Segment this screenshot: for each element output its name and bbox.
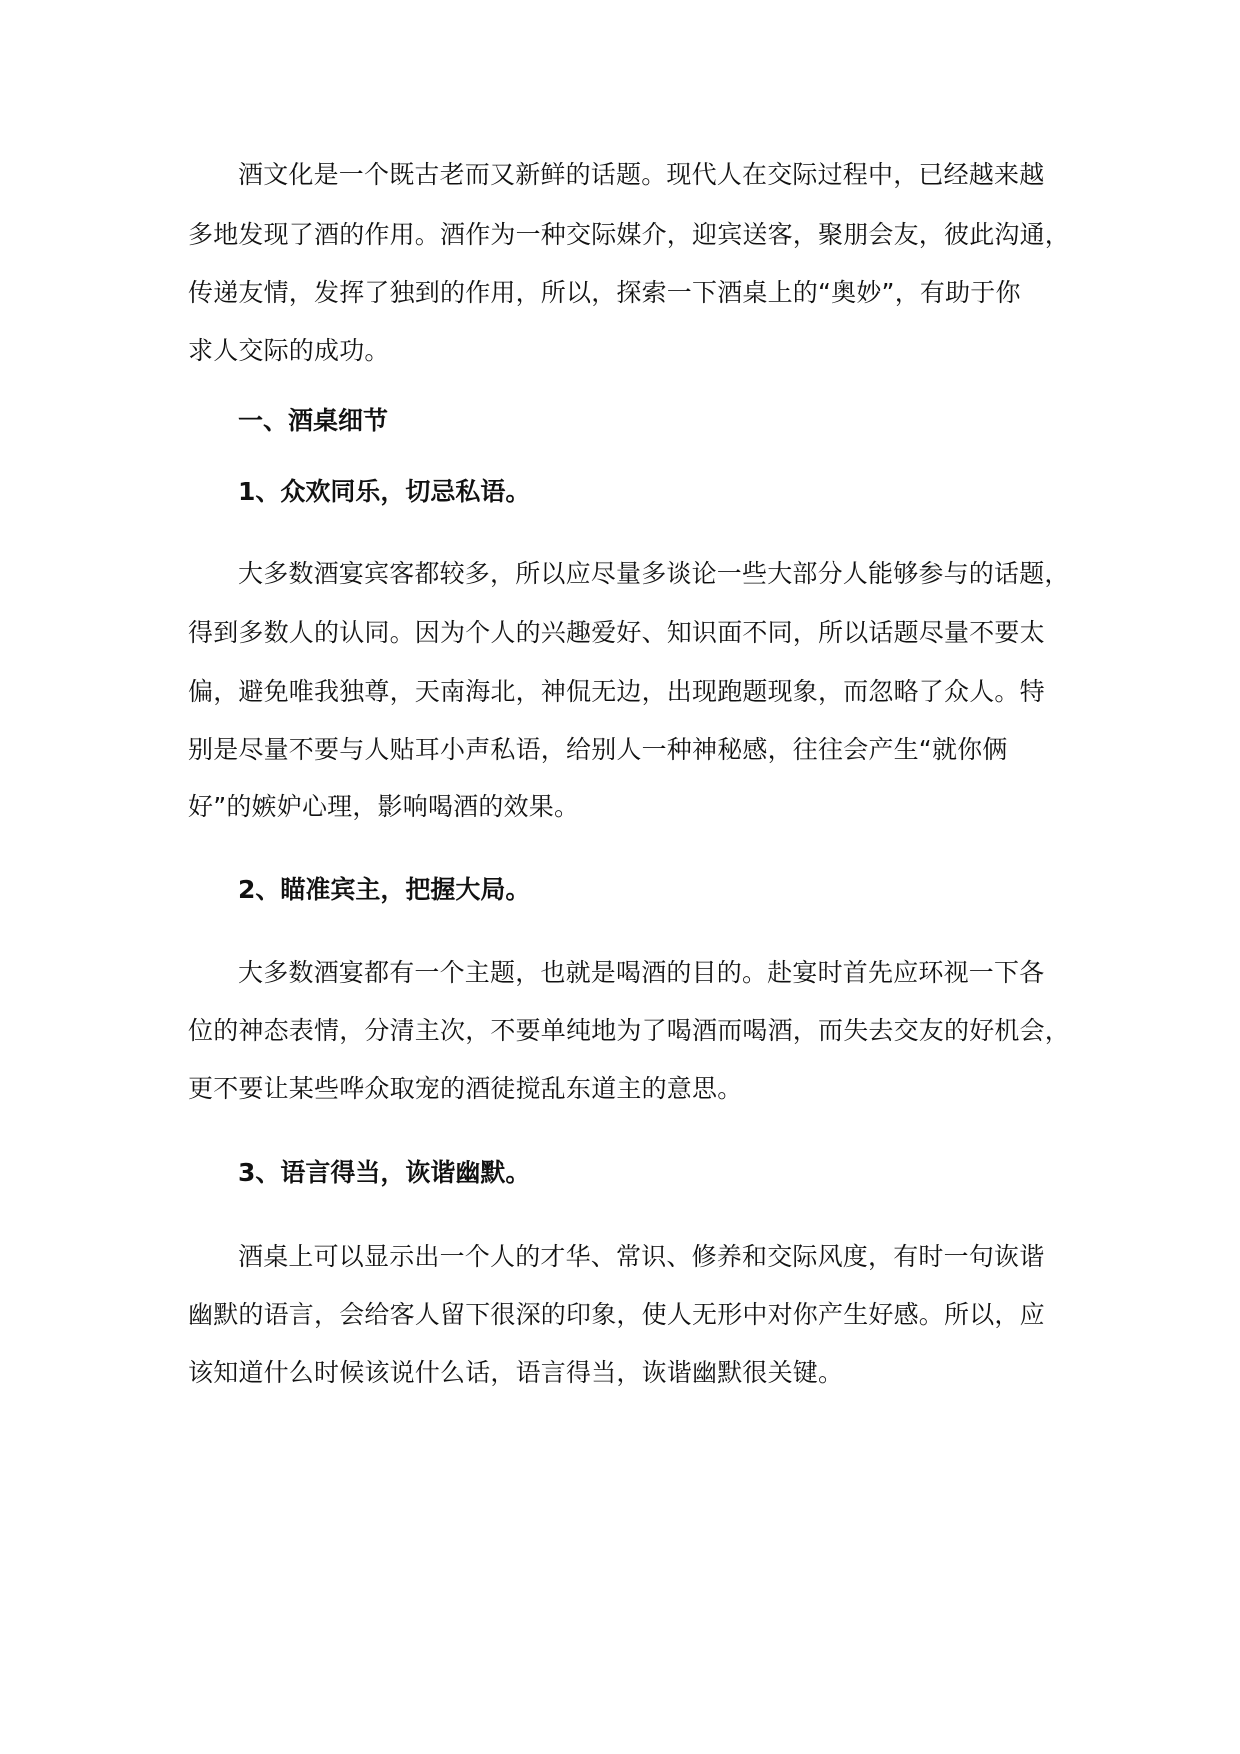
paragraph-line: 大多数酒宴宾客都较多，所以应尽量多谈论一些大部分人能够参与的话题， (238, 559, 1070, 588)
intro-line: 传递友情，发挥了独到的作用，所以，探索一下酒桌上的“奥妙”，有助于你 (188, 278, 1021, 307)
item-heading: 1、众欢同乐，切忌私语。 (238, 477, 531, 506)
paragraph-line: 位的神态表情，分清主次，不要单纯地为了喝酒而喝酒，而失去交友的好机会， (188, 1016, 1071, 1045)
paragraph-line: 别是尽量不要与人贴耳小声私语，给别人一种神秘感，往往会产生“就你俩 (188, 735, 1008, 764)
paragraph-line: 偏，避免唯我独尊，天南海北，神侃无边，出现跑题现象，而忽略了众人。特 (188, 677, 1045, 706)
intro-line: 多地发现了酒的作用。酒作为一种交际媒介，迎宾送客，聚朋会友，彼此沟通， (188, 220, 1071, 249)
paragraph-line: 酒桌上可以显示出一个人的才华、常识、修养和交际风度，有时一句诙谐 (238, 1242, 1045, 1271)
paragraph-line: 大多数酒宴都有一个主题，也就是喝酒的目的。赴宴时首先应环视一下各 (238, 958, 1045, 987)
paragraph-line: 得到多数人的认同。因为个人的兴趣爱好、知识面不同，所以话题尽量不要太 (188, 618, 1045, 647)
paragraph-line: 该知道什么时候该说什么话，语言得当，诙谐幽默很关键。 (188, 1358, 844, 1387)
paragraph-line: 好”的嫉妒心理，影响喝酒的效果。 (188, 792, 580, 821)
paragraph-line: 更不要让某些哗众取宠的酒徒搅乱东道主的意思。 (188, 1074, 743, 1103)
intro-line: 求人交际的成功。 (188, 336, 390, 365)
paragraph-line: 幽默的语言，会给客人留下很深的印象，使人无形中对你产生好感。所以，应 (188, 1300, 1045, 1329)
section-title: 一、酒桌细节 (238, 406, 389, 435)
item-heading: 2、瞄准宾主，把握大局。 (238, 875, 531, 904)
item-heading: 3、语言得当，诙谐幽默。 (238, 1158, 531, 1187)
intro-line: 酒文化是一个既古老而又新鲜的话题。现代人在交际过程中，已经越来越 (238, 160, 1045, 189)
